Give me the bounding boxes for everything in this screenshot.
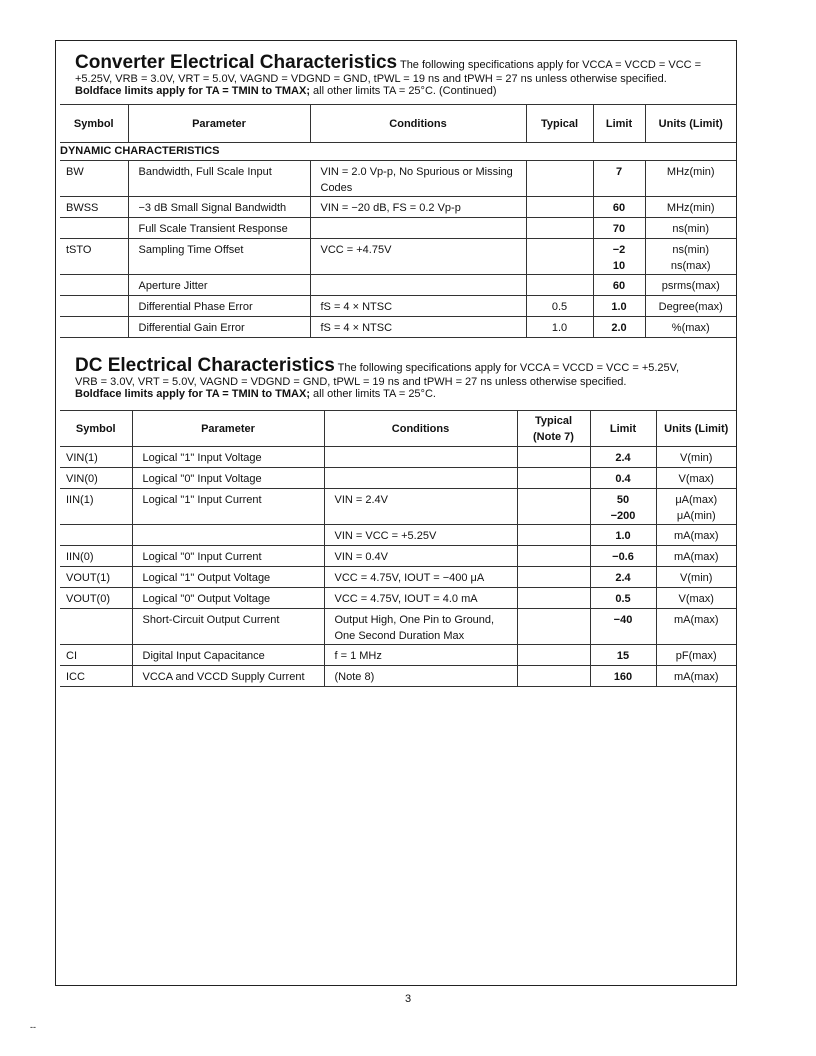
- cell-parameter-text: Aperture Jitter: [138, 280, 208, 292]
- cell-symbol: [60, 567, 132, 588]
- table-row: [60, 447, 736, 468]
- cell-units: [645, 161, 736, 197]
- cell-parameter: [128, 161, 310, 197]
- cell-units-text-2: ns(max): [670, 260, 711, 272]
- cell-conditions: [310, 218, 526, 239]
- col-header-typical: Typical: [526, 105, 593, 143]
- cell-units-text: V(max): [678, 473, 714, 485]
- cell-parameter: [128, 218, 310, 239]
- cell-units-text: μA(max): [675, 494, 718, 506]
- table-row: [60, 317, 736, 338]
- cell-conditions-text: VIN = −20 dB, FS = 0.2 Vp-p: [320, 202, 461, 214]
- cell-conditions-text: VIN = VCC = +5.25V: [334, 530, 437, 542]
- cell-parameter: [132, 588, 324, 609]
- converter-table-body: [60, 143, 736, 338]
- cell-units: [645, 197, 736, 218]
- cell-symbol: [60, 447, 132, 468]
- table-row: [60, 588, 736, 609]
- cell-conditions: [310, 275, 526, 296]
- cell-symbol-text: VOUT(1): [66, 572, 110, 584]
- cell-units: [656, 546, 736, 567]
- table-row: [60, 609, 736, 645]
- table-row: [60, 218, 736, 239]
- table-row: [60, 489, 736, 525]
- cell-parameter: [132, 666, 324, 687]
- cell-units-text: mA(max): [673, 671, 719, 683]
- cell-units-text: MHz(min): [666, 166, 715, 178]
- cell-typical: [517, 468, 590, 489]
- cell-conditions: [324, 468, 517, 489]
- cell-symbol: [60, 296, 128, 317]
- converter-boldface-note: Boldface limits apply for TA = TMIN to TMAX;: [75, 85, 310, 97]
- converter-table: [60, 104, 736, 338]
- table-row: [60, 239, 736, 275]
- col-header-typical: Typical (Note 7): [517, 411, 590, 447]
- converter-heading: [75, 53, 737, 97]
- dc-header-row: [60, 411, 736, 447]
- cell-conditions: [324, 447, 517, 468]
- section-label: DYNAMIC CHARACTERISTICS: [60, 145, 220, 157]
- cell-units-text: V(max): [678, 593, 714, 605]
- table-row: [60, 567, 736, 588]
- cell-limit: [590, 468, 656, 489]
- cell-units: [645, 296, 736, 317]
- converter-ambient-note: all other limits TA = 25°C. (Continued): [313, 85, 497, 97]
- cell-parameter: [132, 609, 324, 645]
- cell-parameter: [132, 567, 324, 588]
- cell-symbol: [60, 468, 132, 489]
- cell-units: [645, 317, 736, 338]
- col-header-limit: Limit: [593, 105, 645, 143]
- table-row: [60, 296, 736, 317]
- cell-limit-text-2: 10: [612, 260, 626, 272]
- cell-conditions-text: VIN = 2.0 Vp-p, No Spurious or Missing Codes: [320, 166, 513, 194]
- cell-limit-text: 15: [616, 650, 630, 662]
- table-row: [60, 645, 736, 666]
- cell-units: [656, 567, 736, 588]
- cell-conditions-text: VIN = 0.4V: [334, 551, 389, 563]
- cell-parameter: [132, 546, 324, 567]
- cell-symbol-text: IIN(0): [66, 551, 94, 563]
- cell-symbol-text: VIN(0): [66, 473, 98, 485]
- cell-symbol-text: VOUT(0): [66, 593, 110, 605]
- cell-limit: [593, 317, 645, 338]
- cell-typical: [517, 567, 590, 588]
- cell-conditions: [324, 546, 517, 567]
- col-header-units: Units (Limit): [645, 105, 736, 143]
- dc-title: DC Electrical Characteristics: [75, 355, 335, 376]
- cell-conditions-text: (Note 8): [334, 671, 375, 683]
- cell-symbol-text: tSTO: [66, 244, 92, 256]
- section-row: [60, 143, 736, 161]
- cell-typical: [526, 197, 593, 218]
- cell-typical: [526, 239, 593, 275]
- converter-title: Converter Electrical Characteristics: [75, 52, 398, 73]
- cell-parameter-text: Differential Gain Error: [138, 322, 245, 334]
- cell-units: [656, 447, 736, 468]
- cell-limit-text-2: −200: [610, 510, 636, 522]
- cell-parameter: [132, 525, 324, 546]
- cell-limit: [593, 197, 645, 218]
- cell-units-text: mA(max): [673, 614, 719, 626]
- cell-symbol: [60, 218, 128, 239]
- cell-symbol: [60, 161, 128, 197]
- cell-parameter-text: Logical "1" Input Current: [142, 494, 262, 506]
- cell-conditions-text: VCC = 4.75V, IOUT = 4.0 mA: [334, 593, 478, 605]
- cell-symbol: [60, 489, 132, 525]
- cell-limit-text: 0.5: [615, 593, 631, 605]
- cell-limit: [590, 489, 656, 525]
- cell-conditions: [310, 161, 526, 197]
- dc-ambient-note: all other limits TA = 25°C.: [313, 388, 436, 400]
- cell-parameter: [128, 317, 310, 338]
- cell-typical-text: 1.0: [551, 322, 568, 334]
- cell-units: [656, 468, 736, 489]
- cell-units-text: Degree(max): [658, 301, 723, 313]
- dc-desc-line2: VRB = 3.0V, VRT = 5.0V, VAGND = VDGND = GND, tPWL = 19 ns and tPWH = 27 ns unless otherwise specified.: [75, 376, 627, 388]
- cell-limit: [590, 588, 656, 609]
- table-row: [60, 525, 736, 546]
- cell-limit: [590, 666, 656, 687]
- cell-limit-text: 60: [612, 202, 626, 214]
- cell-typical: [526, 296, 593, 317]
- cell-parameter-text: Differential Phase Error: [138, 301, 253, 313]
- cell-parameter-text: VCCA and VCCD Supply Current: [142, 671, 305, 683]
- cell-limit-text: 60: [612, 280, 626, 292]
- cell-conditions: [310, 197, 526, 218]
- col-header-conditions: Conditions: [324, 411, 517, 447]
- cell-units-text: V(min): [680, 452, 713, 464]
- cell-limit: [590, 645, 656, 666]
- col-header-symbol: Symbol: [73, 117, 114, 130]
- cell-units: [645, 239, 736, 275]
- cell-parameter-text: Logical "1" Input Voltage: [142, 452, 262, 464]
- cell-limit-text: −40: [613, 614, 633, 626]
- cell-conditions: [324, 609, 517, 645]
- cell-symbol: [60, 275, 128, 296]
- cell-symbol: [60, 317, 128, 338]
- cell-parameter-text: Full Scale Transient Response: [138, 223, 288, 235]
- cell-units-text: pF(max): [675, 650, 717, 662]
- cell-parameter-text: Digital Input Capacitance: [142, 650, 265, 662]
- cell-parameter: [128, 239, 310, 275]
- dc-table: [60, 410, 736, 687]
- col-header-parameter: Parameter: [128, 105, 310, 143]
- cell-symbol: [60, 609, 132, 645]
- cell-conditions: [310, 317, 526, 338]
- cell-limit: [593, 275, 645, 296]
- table-row: [60, 197, 736, 218]
- cell-symbol-text: BW: [66, 166, 84, 178]
- cell-limit: [590, 609, 656, 645]
- cell-symbol-text: CI: [66, 650, 77, 662]
- dc-heading: [75, 356, 737, 400]
- dc-boldface-note: Boldface limits apply for TA = TMIN to TMAX;: [75, 388, 310, 400]
- cell-parameter-text: Short-Circuit Output Current: [142, 614, 280, 626]
- cell-conditions: [310, 296, 526, 317]
- cell-typical: [517, 447, 590, 468]
- cell-symbol: [60, 239, 128, 275]
- cell-limit: [593, 161, 645, 197]
- cell-conditions: [324, 666, 517, 687]
- cell-conditions: [324, 645, 517, 666]
- table-row: [60, 275, 736, 296]
- cell-limit-text: 160: [613, 671, 633, 683]
- converter-desc-line2: +5.25V, VRB = 3.0V, VRT = 5.0V, VAGND = VDGND = GND, tPWL = 19 ns and tPWH = 27 ns unless otherwise specified.: [75, 73, 667, 85]
- cell-parameter: [132, 489, 324, 525]
- col-header-units: Units (Limit): [656, 411, 736, 447]
- cell-units-text: ns(min): [672, 244, 710, 256]
- cell-symbol: [60, 666, 132, 687]
- cell-conditions: [324, 588, 517, 609]
- converter-desc-line1: The following specifications apply for VCCA = VCCD = VCC =: [399, 59, 702, 71]
- cell-symbol-text: BWSS: [66, 202, 99, 214]
- cell-units-text: mA(max): [673, 530, 719, 542]
- cell-parameter-text: −3 dB Small Signal Bandwidth: [138, 202, 287, 214]
- cell-typical: [526, 161, 593, 197]
- cell-symbol: [60, 588, 132, 609]
- cell-limit-text: 0.4: [615, 473, 631, 485]
- corner-mark: --: [30, 1022, 36, 1032]
- table-row: [60, 161, 736, 197]
- table-row: [60, 666, 736, 687]
- cell-symbol: [60, 645, 132, 666]
- cell-conditions: [324, 567, 517, 588]
- col-header-symbol: Symbol: [75, 422, 116, 435]
- cell-limit: [593, 218, 645, 239]
- cell-limit-text: −0.6: [612, 551, 634, 563]
- cell-limit: [590, 567, 656, 588]
- cell-limit-text: 70: [612, 223, 626, 235]
- cell-units: [656, 666, 736, 687]
- cell-symbol: [60, 197, 128, 218]
- cell-conditions-text: VCC = +4.75V: [320, 244, 392, 256]
- cell-limit-text: 7: [615, 166, 623, 178]
- cell-typical: [517, 588, 590, 609]
- cell-limit-text: 1.0: [611, 301, 627, 313]
- cell-typical: [517, 546, 590, 567]
- cell-symbol: [60, 546, 132, 567]
- cell-symbol: [60, 525, 132, 546]
- cell-limit-text: 50: [616, 494, 630, 506]
- cell-limit-text: 2.4: [615, 572, 631, 584]
- cell-symbol-text: ICC: [66, 671, 85, 683]
- cell-typical: [517, 609, 590, 645]
- cell-conditions-text: f = 1 MHz: [334, 650, 382, 662]
- cell-typical: [517, 666, 590, 687]
- cell-typical: [517, 645, 590, 666]
- cell-conditions: [324, 525, 517, 546]
- cell-units-text: MHz(min): [666, 202, 715, 214]
- cell-typical-text: 0.5: [551, 301, 568, 313]
- cell-parameter: [128, 197, 310, 218]
- dc-desc-line1: The following specifications apply for VCCA = VCCD = VCC = +5.25V,: [337, 362, 680, 374]
- cell-limit: [593, 239, 645, 275]
- cell-units: [656, 588, 736, 609]
- cell-limit-text: 2.4: [615, 452, 631, 464]
- cell-limit: [593, 296, 645, 317]
- cell-units-text: psrms(max): [661, 280, 720, 292]
- cell-parameter-text: Logical "1" Output Voltage: [142, 572, 271, 584]
- dc-table-body: [60, 447, 736, 687]
- cell-typical: [517, 525, 590, 546]
- cell-parameter: [128, 275, 310, 296]
- cell-limit: [590, 546, 656, 567]
- table-row: [60, 546, 736, 567]
- col-header-conditions: Conditions: [310, 105, 526, 143]
- cell-units: [656, 489, 736, 525]
- cell-parameter: [128, 296, 310, 317]
- cell-units: [645, 275, 736, 296]
- cell-units-text: ns(min): [672, 223, 710, 235]
- cell-typical: [517, 489, 590, 525]
- cell-units-text-2: μA(min): [676, 510, 716, 522]
- cell-units: [656, 645, 736, 666]
- cell-conditions-text: fS = 4 × NTSC: [320, 322, 393, 334]
- cell-symbol-text: IIN(1): [66, 494, 94, 506]
- cell-parameter: [132, 645, 324, 666]
- converter-header-row: [60, 105, 736, 143]
- cell-parameter-text: Logical "0" Input Current: [142, 551, 262, 563]
- cell-conditions: [324, 489, 517, 525]
- cell-units: [656, 525, 736, 546]
- cell-limit-text: −2: [612, 244, 626, 256]
- cell-limit-text: 1.0: [615, 530, 631, 542]
- col-header-limit: Limit: [590, 411, 656, 447]
- cell-units-text: mA(max): [673, 551, 719, 563]
- cell-limit: [590, 525, 656, 546]
- cell-conditions-text: VCC = 4.75V, IOUT = −400 μA: [334, 572, 485, 584]
- cell-typical: [526, 275, 593, 296]
- cell-parameter-text: Bandwidth, Full Scale Input: [138, 166, 272, 178]
- cell-parameter-text: Logical "0" Input Voltage: [142, 473, 262, 485]
- cell-units-text: %(max): [671, 322, 710, 334]
- cell-limit-text: 2.0: [611, 322, 627, 334]
- cell-conditions-text: fS = 4 × NTSC: [320, 301, 393, 313]
- cell-units: [656, 609, 736, 645]
- cell-parameter: [132, 447, 324, 468]
- cell-units-text: V(min): [680, 572, 713, 584]
- cell-conditions-text: Output High, One Pin to Ground, One Second Duration Max: [334, 614, 495, 642]
- table-row: [60, 468, 736, 489]
- col-header-parameter: Parameter: [132, 411, 324, 447]
- page-number: 3: [404, 993, 412, 1005]
- cell-parameter-text: Logical "0" Output Voltage: [142, 593, 271, 605]
- cell-conditions: [310, 239, 526, 275]
- cell-parameter: [132, 468, 324, 489]
- cell-parameter-text: Sampling Time Offset: [138, 244, 244, 256]
- cell-units: [645, 218, 736, 239]
- cell-typical: [526, 218, 593, 239]
- cell-conditions-text: VIN = 2.4V: [334, 494, 389, 506]
- cell-limit: [590, 447, 656, 468]
- cell-typical: [526, 317, 593, 338]
- cell-symbol-text: VIN(1): [66, 452, 98, 464]
